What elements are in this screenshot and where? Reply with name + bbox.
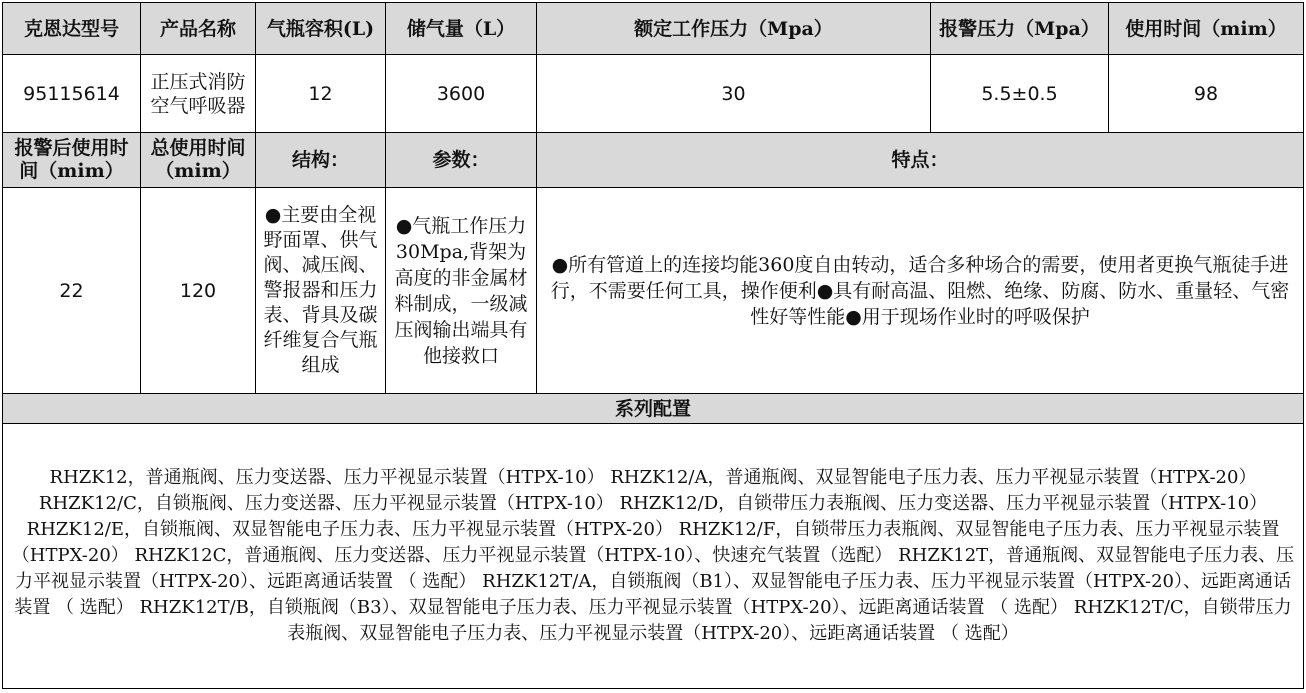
cell-product-name: 正压式消防空气呼吸器 (141, 55, 256, 133)
product-spec-table (2, 2, 1304, 689)
header-product-name: 产品名称 (141, 3, 256, 55)
header-air-storage: 储气量（L） (386, 3, 537, 55)
header-cylinder-volume: 气瓶容积(L) (256, 3, 386, 55)
data-row-1 (3, 55, 1304, 133)
header-total-time: 总使用时间（mim） (141, 133, 256, 188)
header-use-time: 使用时间（mim） (1109, 3, 1304, 55)
cell-structure: ●主要由全视野面罩、供气阀、减压阀、警报器和压力表、背具及碳纤维复合气瓶组成 (256, 188, 386, 394)
header-model-no: 克恩达型号 (3, 3, 141, 55)
data-row-2 (3, 188, 1304, 394)
header-features: 特点： (537, 133, 1304, 188)
header-row-1 (3, 3, 1304, 55)
header-after-alarm-time: 报警后使用时间（mim） (3, 133, 141, 188)
cell-model-no: 95115614 (3, 55, 141, 133)
cell-features: ●所有管道上的连接均能360度自由转动，适合多种场合的需要，使用者更换气瓶徒手进行，不需要任何工具，操作便利●具有耐高温、阻燃、绝缘、防腐、防水、重量轻、气密性好等性能●用于现场作业时的呼吸保护 (537, 188, 1304, 394)
series-body-row (3, 424, 1304, 689)
header-parameters: 参数： (386, 133, 537, 188)
header-alarm-pressure: 报警压力（Mpa） (931, 3, 1109, 55)
header-row-2 (3, 133, 1304, 188)
cell-cylinder-volume: 12 (256, 55, 386, 133)
series-title: 系列配置 (3, 394, 1304, 424)
series-config-text: RHZK12，普通瓶阀、压力变送器、压力平视显示装置（HTPX-10） RHZK12/A，普通瓶阀、双显智能电子压力表、压力平视显示装置（HTPX-20） RHZK12/C，自锁瓶阀、压力变送器、压力平视显示装置（HTPX-10） RHZK12/D，自锁带压力表瓶阀、压力变送器、压力平视显示装置（HTPX-10） RHZK12/E，自锁瓶阀、双显智能电子压力表、压力平视显示装置（HTPX-20） RHZK12/F，自锁带压力表瓶阀、双显智能电子压力表、压力平视显示装置（HTPX-20） RHZK12C，普通瓶阀、压力变送器、压力平视显示装置（HTPX-10）、快速充气装置（选配） RHZK12T，普通瓶阀、双显智能电子压力表、压力平视显示装置（HTPX-20）、远距离通话装置 （ 选配） RHZK12T/A，自锁瓶阀（B1）、双显智能电子压力表、压力平视显示装置（HTPX-20）、远距离通话装置 （ 选配） RHZK12T/B，自锁瓶阀（B3）、双显智能电子压力表、压力平视显示装置（HTPX-20）、远距离通话装置 （ 选配） RHZK12T/C，自锁带压力表瓶阀、双显智能电子压力表、压力平视显示装置（HTPX-20）、远距离通话装置 （ 选配） (3, 424, 1304, 689)
header-rated-pressure: 额定工作压力（Mpa） (537, 3, 931, 55)
cell-parameters: ●气瓶工作压力30Mpa,背架为高度的非金属材料制成，一级减压阀输出端具有他接救口 (386, 188, 537, 394)
header-structure: 结构： (256, 133, 386, 188)
cell-alarm-pressure: 5.5±0.5 (931, 55, 1109, 133)
cell-air-storage: 3600 (386, 55, 537, 133)
cell-after-alarm-time: 22 (3, 188, 141, 394)
cell-rated-pressure: 30 (537, 55, 931, 133)
cell-use-time: 98 (1109, 55, 1304, 133)
cell-total-time: 120 (141, 188, 256, 394)
series-header-row (3, 394, 1304, 424)
